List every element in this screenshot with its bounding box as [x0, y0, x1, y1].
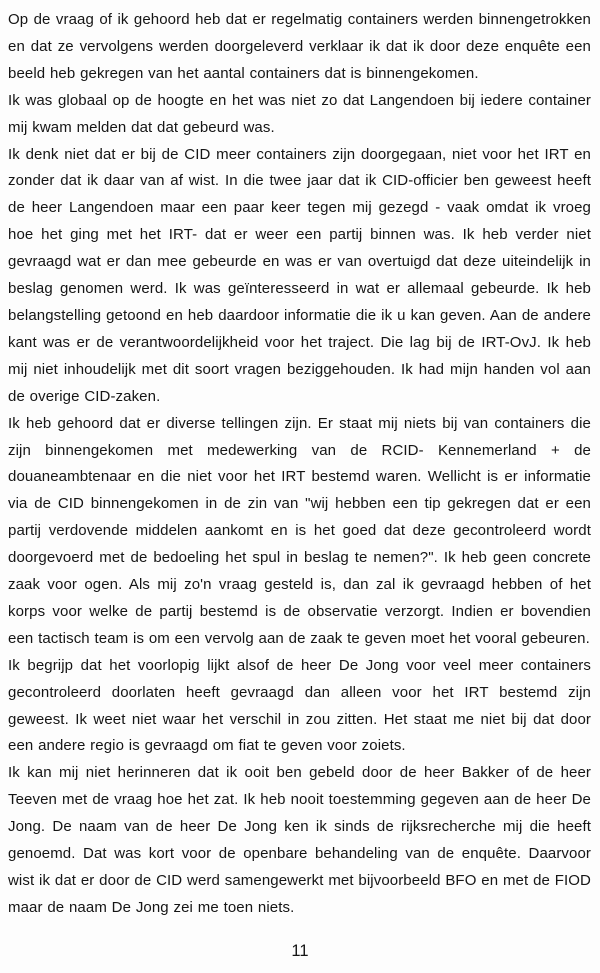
paragraph: Ik denk niet dat er bij de CID meer containers zijn doorgegaan, niet voor het IRT en zonder dat ik daar van af wist. In die twee jaar dat ik CID-officier ben geweest heeft de heer Langendoen maar een paar keer tegen mij gezegd - vaak omdat ik vroeg hoe het ging met het IRT- dat er weer een partij binnen was. Ik heb verder niet gevraagd wat er dan mee gebeurde en was er van overtuigd dat deze uiteindelijk in beslag genomen werd. Ik was geïnteresseerd in wat er allemaal gebeurde. Ik heb belangstelling getoond en heb daardoor informatie die ik u kan geven. Aan de andere kant was er de verantwoordelijkheid voor het traject. Die lag bij de IRT-OvJ. Ik heb mij niet inhoudelijk met dit soort vragen beziggehouden. Ik had mijn handen vol aan de overige CID-zaken. — [8, 145, 591, 405]
paragraph: Ik heb gehoord dat er diverse tellingen zijn. Er staat mij niets bij van containers die zijn binnengekomen met medewerking van de RCID- Kennemerland + de douaneambtenaar en die niet voor het IRT bestemd waren. Wellicht is er informatie via de CID binnengekomen in de zin van "wij hebben een tip gekregen dat er een partij verdovende middelen aankomt en is het goed dat deze gecontroleerd wordt doorgevoerd met de bedoeling het spul in beslag te nemen?". Ik heb geen concrete zaak voor ogen. Als mij zo'n vraag gesteld is, dan zal ik gevraagd hebben of het korps voor welke de partij bestemd is de observatie verzorgt. Indien er bovendien een tactisch team is om een vervolg aan de zaak te geven moet het vooral gebeuren. — [8, 414, 591, 647]
paragraph: Ik kan mij niet herinneren dat ik ooit ben gebeld door de heer Bakker of de heer Teeven met de vraag hoe het zat. Ik heb nooit toestemming gegeven aan de heer De Jong. De naam van de heer De Jong ken ik sinds de rijksrecherche mij die heeft genoemd. Dat was kort voor de openbare behandeling van de enquête. Daarvoor wist ik dat er door de CID werd samengewerkt met bijvoorbeeld BFO en met de FIOD maar de naam De Jong zei me toen niets. — [8, 764, 591, 916]
paragraph: Ik begrijp dat het voorlopig lijkt alsof de heer De Jong voor veel meer containers gecontroleerd doorlaten heeft gevraagd dan alleen voor het IRT bestemd zijn geweest. Ik weet niet waar het verschil in zou zitten. Het staat me niet bij dat door een andere regio is gevraagd om fiat te geven voor zoiets. — [8, 656, 591, 755]
paragraph: Op de vraag of ik gehoord heb dat er regelmatig containers werden binnengetrokken en dat ze vervolgens werden doorgeleverd verklaar ik dat ik door deze enquête een beeld heb gekregen van het aantal containers dat is binnengekomen. — [8, 11, 591, 82]
page-number: 11 — [291, 942, 309, 960]
paragraph: Ik was globaal op de hoogte en het was niet zo dat Langendoen bij iedere container mij kwam melden dat dat gebeurd was. — [8, 91, 591, 136]
